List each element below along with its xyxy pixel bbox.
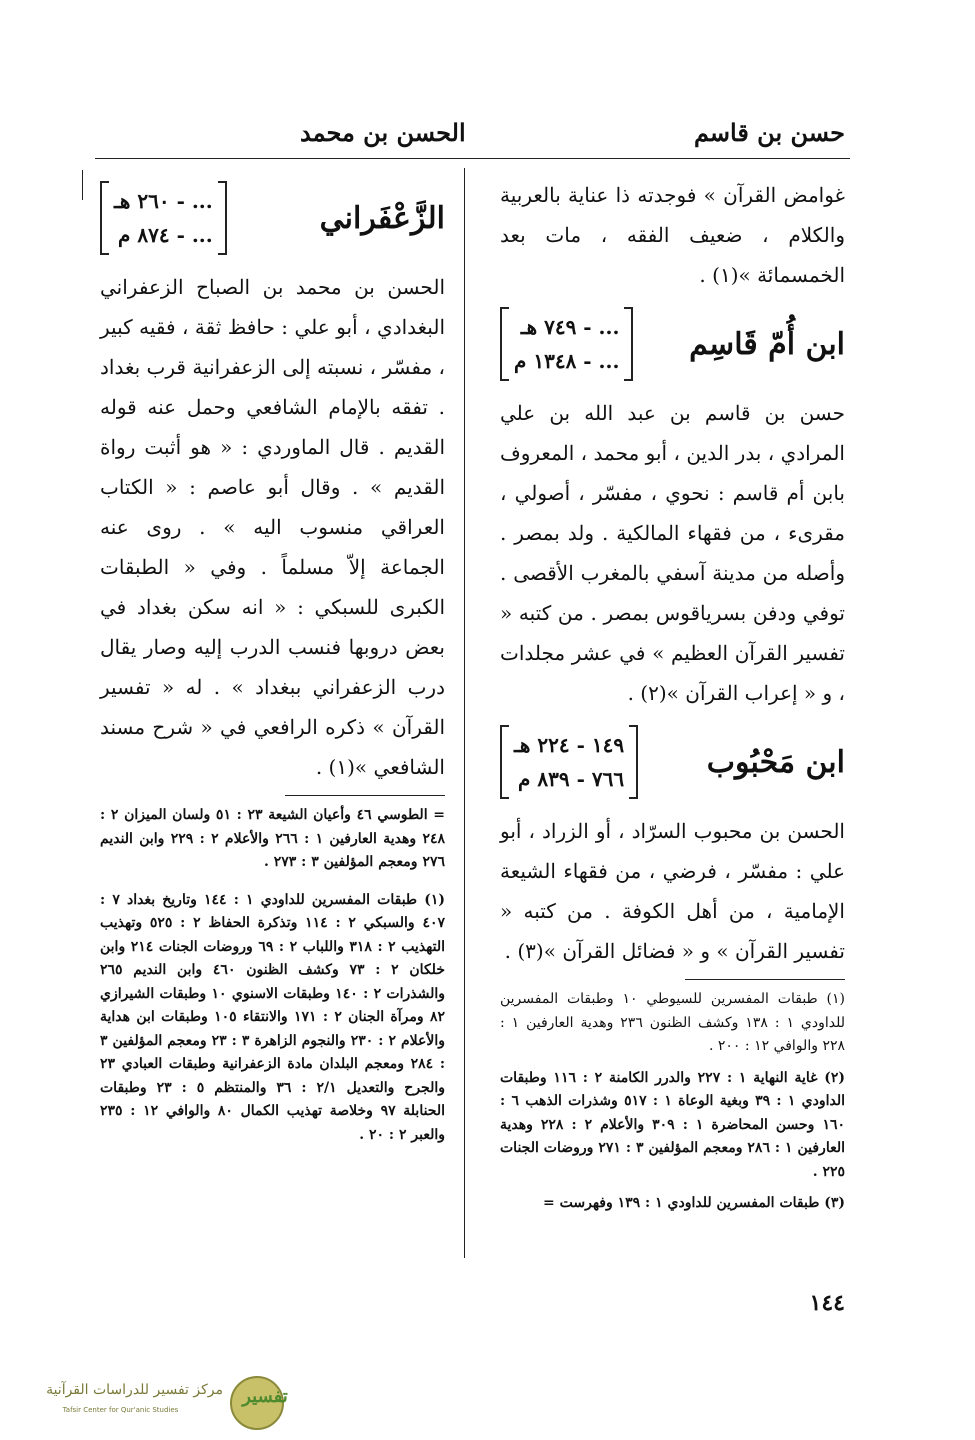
running-head-left: الحسن بن محمد xyxy=(300,118,466,147)
footnote: (١) طبقات المفسرين للسيوطي ١٠ وطبقات المفسرين للداودي ١ : ١٣٨ وكشف الظنون ٢٣٦ وهدية العارفين ١ : ٢٢٨ والوافي ١٢ : ٢٠٠ . xyxy=(500,991,845,1054)
date-hijri: ... - ٧٤٩ هـ xyxy=(520,315,620,339)
entry-name: ابن مَحْبُوب xyxy=(706,744,845,780)
column-divider xyxy=(464,168,465,1258)
footnote-rule xyxy=(685,979,845,980)
date-bracket xyxy=(100,181,227,255)
footnote: (٣) طبقات المفسرين للداودي ١ : ١٣٩ وفهرست = xyxy=(543,1195,845,1211)
entry-name: الزَّعْفَراني xyxy=(319,200,445,236)
footnote-continuation: = الطوسي ٤٦ وأعيان الشيعة ٢٣ : ٥١ ولسان الميزان ٢ : ٢٤٨ وهدية العارفين ١ : ٢٦٦ والأعلام ٢ : ٢٢٩ وابن النديم ٢٧٦ ومعجم المؤلفين ٣ : ٢٧٣ . xyxy=(100,807,446,870)
footnote: (٢) غاية النهاية ١ : ٢٢٧ والدرر الكامنة ٢ : ١١٦ وطبقات الداودي ١ : ٣٩ وبغية الوعاة ١ : ٥١٧ وشذرات الذهب ٦ : ١٦٠ وحسن المحاضرة ١ : ٣٠٩ والأعلام ٢ : ٢٢٨ وهدية العارفين ١ : ٢٨٦ ومعجم المؤلفين ٣ : ٢٧١ وروضات الجنات ٢٢٥ . xyxy=(500,1069,845,1180)
entry-name: ابن أُمّ قَاسِم xyxy=(689,326,845,362)
entry-heading-zafarani xyxy=(100,179,445,257)
date-bracket xyxy=(500,307,633,381)
publisher-watermark xyxy=(18,1372,288,1430)
margin-mark xyxy=(82,170,83,200)
entry-text: حسن بن قاسم بن عبد الله بن علي المرادي ، بدر الدين ، أبو محمد ، المعروف بابن أم قاسم : نحوي ، مفسّر ، أصولي ، مقرىء ، من فقهاء المالكية . ولد بمصر . وأصله من مدينة آسفي بالمغرب الأقصى . توفي ودفن بسرياقوس بمصر . من كتبه « تفسير القرآن العظيم » في عشر مجلدات ، و « إعراب القرآن »(٢) . xyxy=(500,401,845,705)
entry-heading-ibn-mahbub xyxy=(500,723,845,801)
entry-text: الحسن بن محبوب السرّاد ، أو الزراد ، أبو علي : مفسّر ، فرضي ، من فقهاء الشيعة الإمامية ، من أهل الكوفة . من كتبه « تفسير القرآن » و « فضائل القرآن »(٣) . xyxy=(500,819,845,963)
entry-text: الحسن بن محمد بن الصباح الزعفراني البغدادي ، أبو علي : حافظ ثقة ، فقيه كبير ، مفسّر ، نسبته إلى الزعفرانية قرب بغداد . تفقه بالإمام الشافعي وحمل عنه قوله القديم . قال الماوردي : « هو أثبت رواة القديم » . وقال أبو عاصم : « الكتاب العراقي منسوب اليه » . روى عنه الجماعة إلاّ مسلماً . وفي « الطبقات الكبرى للسبكي : « انه سكن بغداد في بعض دروبها فنسب الدرب إليه وصار يقال درب الزعفراني ببغداد » . له « تفسير القرآن » ذكره الرافعي في « شرح مسند الشافعي »(١) . xyxy=(100,275,445,779)
footnote: (١) طبقات المفسرين للداودي ١ : ١٤٤ وتاريخ بغداد ٧ : ٤٠٧ والسبكي ٢ : ١١٤ وتذكرة الحفاظ ٢ : ٥٢٥ وتهذيب التهذيب ٢ : ٣١٨ واللباب ٢ : ٦٩ وروضات الجنات ٢١٤ وابن خلكان ٢ : ٧٣ وكشف الظنون ٤٦٠ وابن النديم ٢٦٥ والشذرات ٢ : ١٤٠ وطبقات الاسنوي ١٠ وطبقات الشيرازي ٨٢ ومرآة الجنان ٢ : ١٧١ والانتقاء ١٠٥ وطبقات ابن هداية والأعلام ٢ : ٢٣٠ والنجوم الزاهرة ٣ : ٢٣ ومعجم المؤلفين ٣ : ٢٨٤ ومعجم البلدان مادة الزعفرانية وطبقات العبادي ٢٣ والجرح والتعديل ٢/١ : ٣٦ والمنتظم ٥ : ٢٣ وطبقات الحنابلة ٩٧ وخلاصة تهذيب الكمال ٨٠ والوافي ١٢ : ٢٣٥ والعبر ٢ : ٢٠ . xyxy=(100,891,446,1143)
logo-title: مركز تفسير للدراسات القرآنية xyxy=(46,1382,223,1398)
right-column xyxy=(500,175,845,1224)
date-gregorian: ... - ٨٧٤ م xyxy=(118,223,213,247)
logo-word: تفسير xyxy=(242,1386,288,1407)
header-rule xyxy=(95,158,850,159)
date-bracket xyxy=(500,725,638,799)
date-gregorian: ٧٦٦ - ٨٣٩ م xyxy=(518,767,625,791)
date-hijri: ... - ٢٦٠ هـ xyxy=(114,189,213,213)
page-number: ١٤٤ xyxy=(809,1290,845,1316)
date-hijri: ١٤٩ - ٢٢٤ هـ xyxy=(514,733,625,757)
left-column xyxy=(100,175,445,1155)
date-gregorian: ... - ١٣٤٨ م xyxy=(514,349,620,373)
footnote-rule xyxy=(285,795,445,796)
continuation-text: غوامض القرآن » فوجدته ذا عناية بالعربية والكلام ، ضعيف الفقه ، مات بعد الخمسمائة »(١) . xyxy=(500,183,845,287)
logo-subtitle: Tafsir Center for Qur'anic Studies xyxy=(62,1406,179,1414)
entry-heading-ibn-umm-qasim xyxy=(500,305,845,383)
running-head-right: حسن بن قاسم xyxy=(693,118,845,147)
